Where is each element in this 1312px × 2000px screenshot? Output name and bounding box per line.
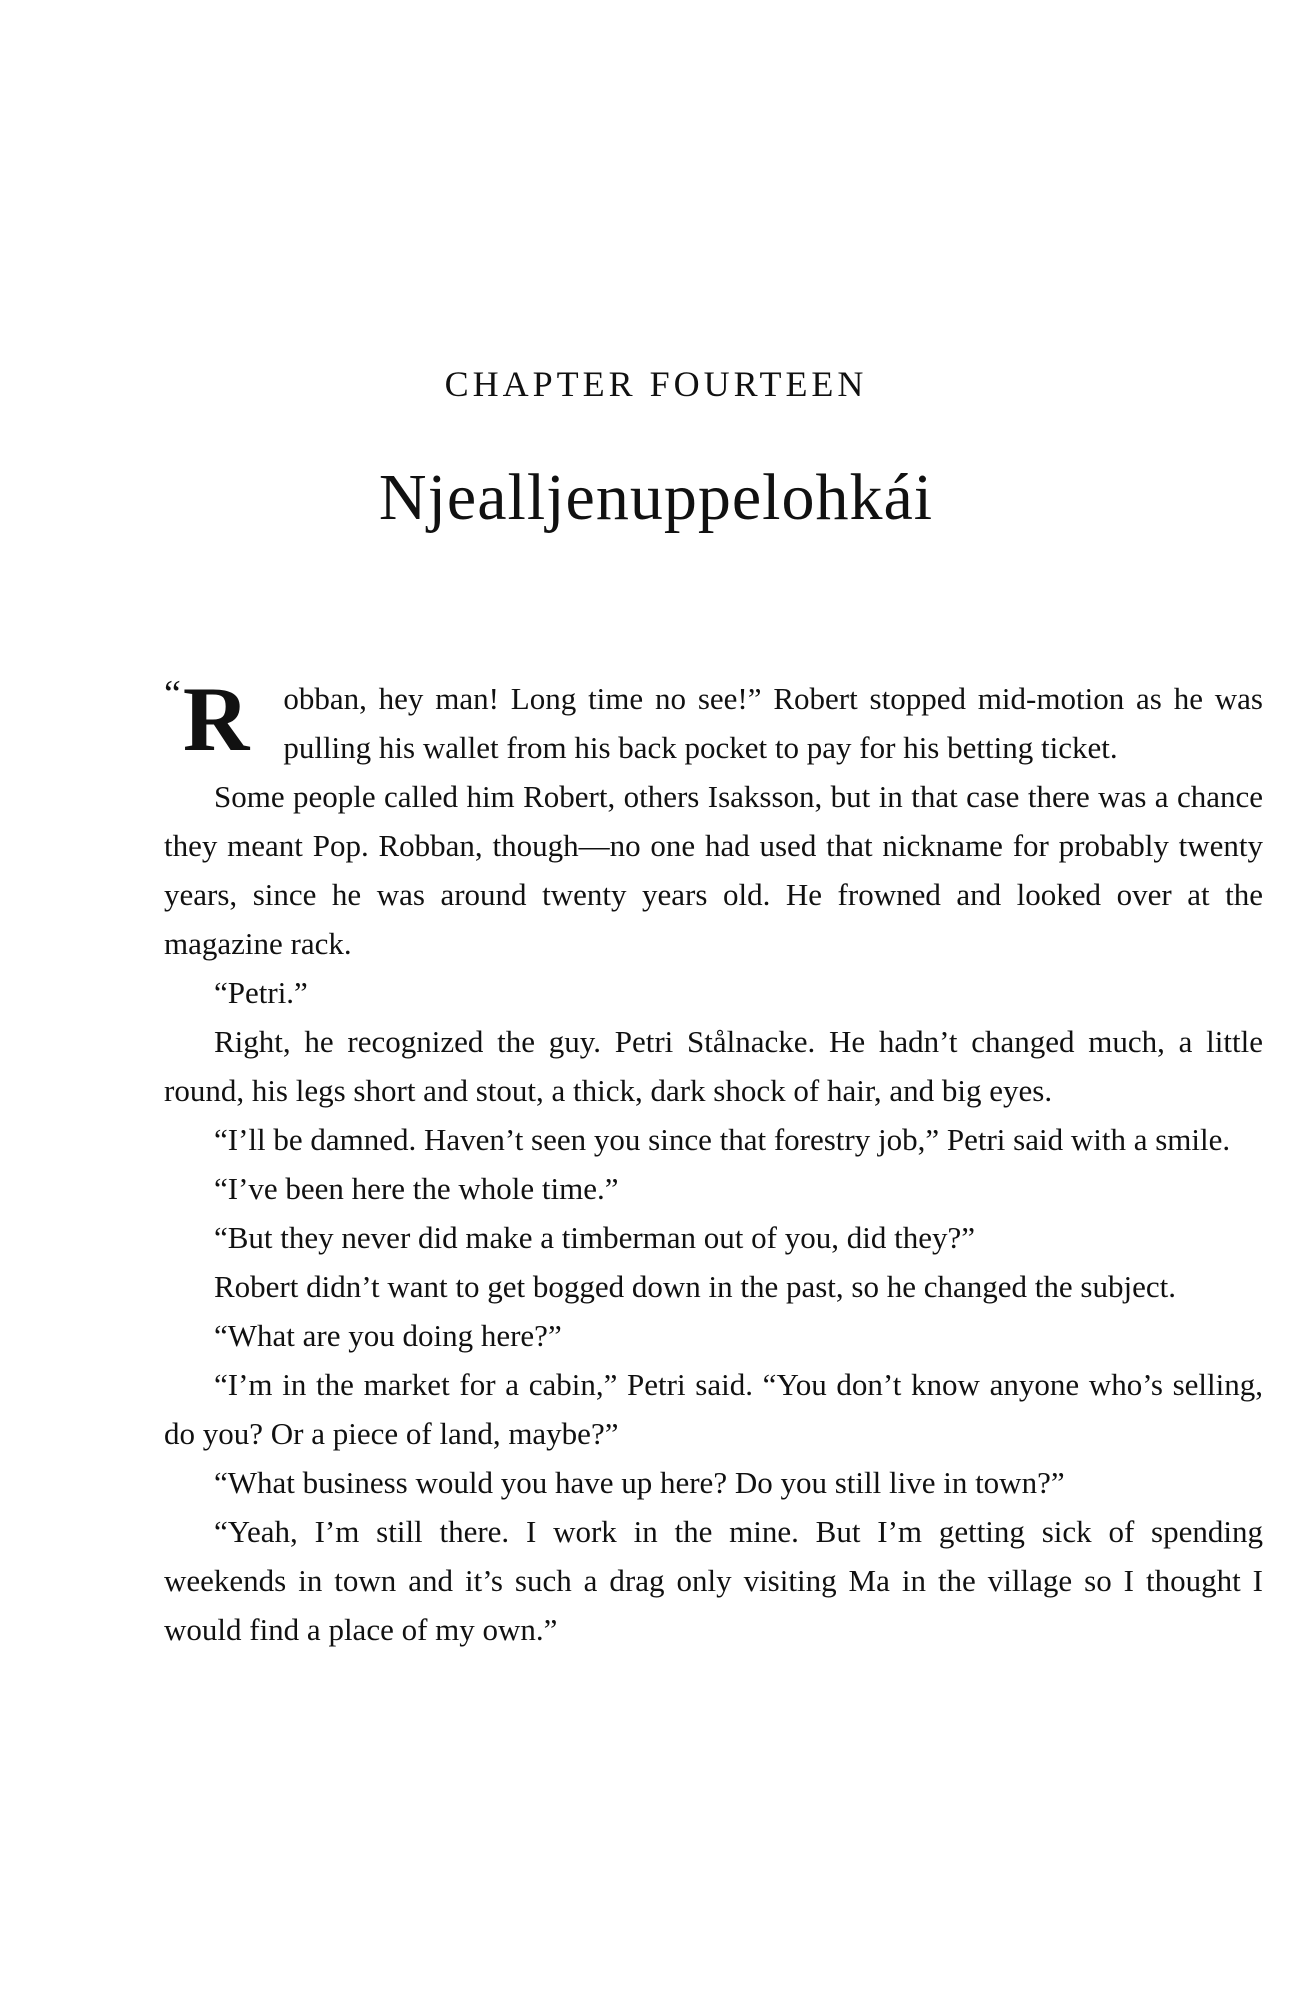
opening-quote-mark: “ [164,673,181,715]
paragraph: “Petri.” [214,975,308,1010]
paragraph: “I’m in the market for a cabin,” Petri said. “You don’t know anyone who’s selling, do you? Or a piece of land, maybe?” [164,1367,1263,1451]
paragraph: “Yeah, I’m still there. I work in the mine. But I’m getting sick of spending weekends in town and it’s such a drag only visiting Ma in the village so I thought I would find a place of my own.” [164,1514,1263,1647]
chapter-body [164,668,1263,1654]
chapter-label: CHAPTER FOURTEEN [444,364,868,404]
opening-text: obban, hey man! Long time no see!” Robert stopped mid-motion as he was pulling his wallet from his back pocket to pay for his betting ticket. [283,681,1263,765]
paragraph: Robert didn’t want to get bogged down in the past, so he changed the subject. [214,1269,1176,1304]
paragraph: “What are you doing here?” [214,1318,562,1353]
paragraph: “I’ve been here the whole time.” [214,1171,619,1206]
paragraph: Right, he recognized the guy. Petri Stålnacke. He hadn’t changed much, a little round, his legs short and stout, a thick, dark shock of hair, and big eyes. [164,1024,1263,1108]
paragraph: Some people called him Robert, others Isaksson, but in that case there was a chance they meant Pop. Robban, though—no one had used that nickname for probably twenty years, since he was around twenty years old. He frowned and looked over at the magazine rack. [164,779,1263,961]
chapter-title: Njealljenuppelohkái [378,461,934,534]
paragraph: “What business would you have up here? Do you still live in town?” [214,1465,1065,1500]
opening-paragraph [164,668,1263,772]
drop-cap: R [182,668,250,770]
paragraph: “I’ll be damned. Haven’t seen you since that forestry job,” Petri said with a smile. [214,1122,1231,1157]
paragraph: “But they never did make a timberman out of you, did they?” [214,1220,975,1255]
